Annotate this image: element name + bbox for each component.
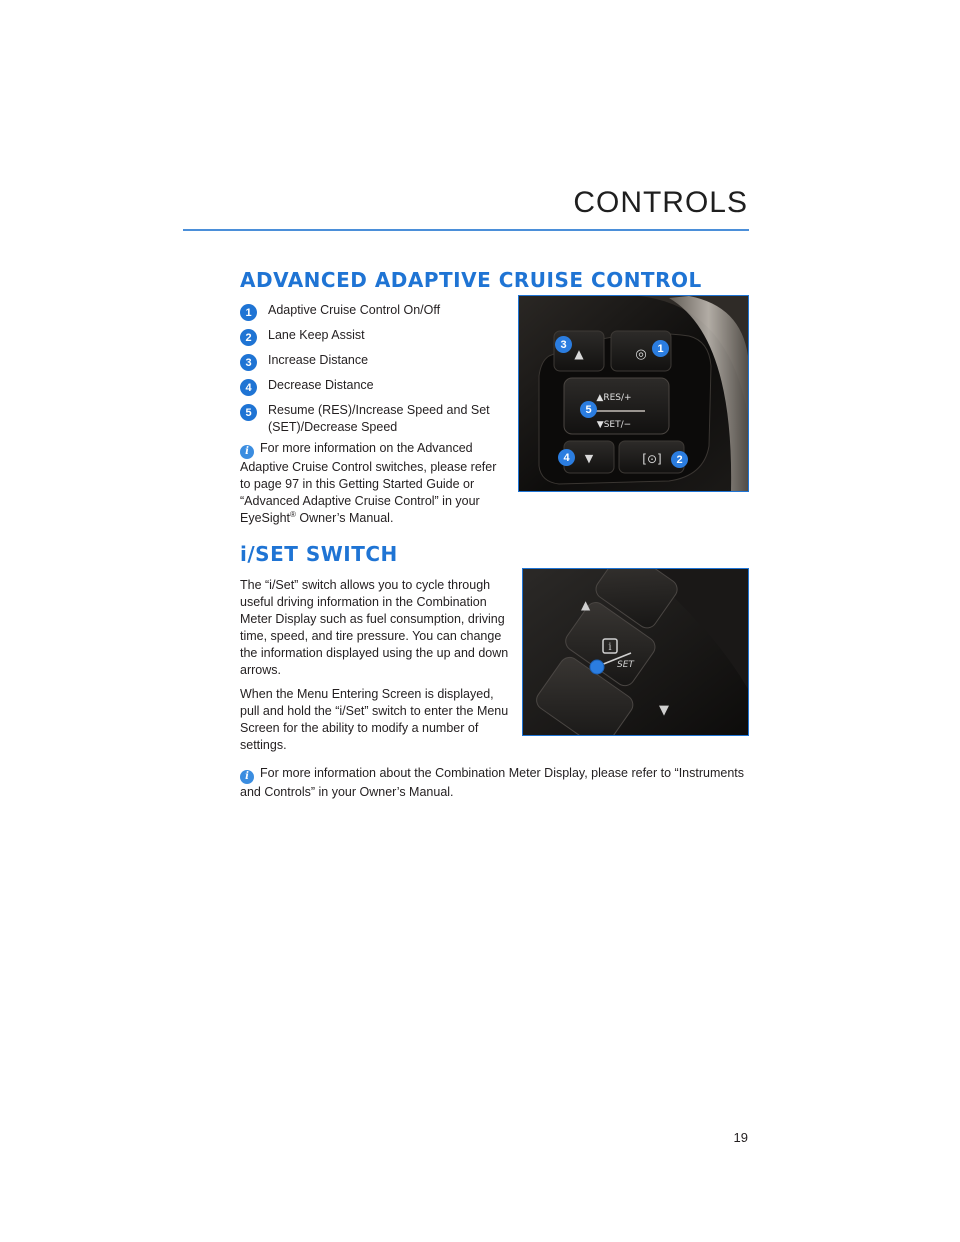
svg-text:▼: ▼: [584, 452, 594, 465]
steering-wheel-illustration: [519, 296, 748, 491]
set-photo-label: SET: [617, 660, 634, 670]
highlight-marker: [590, 660, 604, 674]
svg-text:[⊙]: [⊙]: [642, 452, 662, 466]
svg-text:▲: ▲: [574, 347, 584, 361]
legend-item-label: Adaptive Cruise Control On/Off: [268, 303, 441, 317]
iset-switch-photo: [522, 568, 749, 736]
page-number: 19: [733, 1130, 748, 1145]
svg-text:▲: ▲: [581, 598, 591, 612]
callout-1: 1: [652, 340, 669, 357]
iset-paragraph-1: The “i/Set” switch allows you to cycle through useful driving information in the Combination Meter Display such as fuel consumption, driving time, speed, and tire pressure. You can change the information displayed using the up and down arrows.: [240, 578, 509, 677]
info-icon: i: [240, 445, 254, 459]
callout-5: 5: [580, 401, 597, 418]
set-label: ▼SET/−: [596, 420, 632, 430]
number-badge: 4: [240, 379, 257, 396]
callout-3: 3: [555, 336, 572, 353]
number-badge: 2: [240, 329, 257, 346]
legend-item: [240, 302, 510, 321]
legend-item-label: Lane Keep Assist: [268, 328, 365, 342]
number-badge: 1: [240, 304, 257, 321]
res-label: ▲RES/+: [596, 393, 632, 403]
legend-item: [240, 377, 510, 396]
steering-wheel-switches-photo: [518, 295, 749, 492]
registered-mark: ®: [290, 509, 296, 519]
acc-note-text-end: Owner’s Manual.: [295, 511, 394, 525]
info-icon: i: [240, 770, 254, 784]
legend-item-label: Decrease Distance: [268, 378, 374, 392]
iset-switch-illustration: [523, 569, 748, 735]
legend-item: [240, 402, 510, 436]
legend-item-label: Resume (RES)/Increase Speed and Set (SET)/Decrease Speed: [268, 403, 490, 434]
number-badge: 5: [240, 404, 257, 421]
acc-legend-list: [240, 302, 510, 442]
legend-item: [240, 352, 510, 371]
header-divider: [183, 229, 749, 231]
svg-text:i: i: [608, 642, 612, 653]
acc-section-title: ADVANCED ADAPTIVE CRUISE CONTROL: [240, 268, 702, 292]
svg-text:◎: ◎: [635, 347, 647, 362]
iset-paragraph-2: When the Menu Entering Screen is displayed, pull and hold the “i/Set” switch to enter the Menu Screen for the ability to modify a number of settings.: [240, 687, 509, 752]
svg-text:▼: ▼: [659, 703, 669, 718]
legend-item: [240, 327, 510, 346]
iset-note-text: For more information about the Combination Meter Display, please refer to “Instruments and Controls” in your Owner’s Manual.: [240, 766, 745, 799]
callout-2: 2: [671, 451, 688, 468]
iset-section-title: i/SET SWITCH: [240, 542, 398, 566]
acc-info-note: [240, 440, 502, 527]
iset-info-note: [240, 765, 750, 801]
callout-4: 4: [558, 449, 575, 466]
section-header: CONTROLS: [573, 186, 748, 219]
legend-item-label: Increase Distance: [268, 353, 369, 367]
acc-note-text: For more information on the Advanced Adaptive Cruise Control switches, please refer to page 97 in this Getting Started Guide or “Advanced Adaptive Cruise Control” in your EyeSight: [240, 441, 497, 525]
number-badge: 3: [240, 354, 257, 371]
